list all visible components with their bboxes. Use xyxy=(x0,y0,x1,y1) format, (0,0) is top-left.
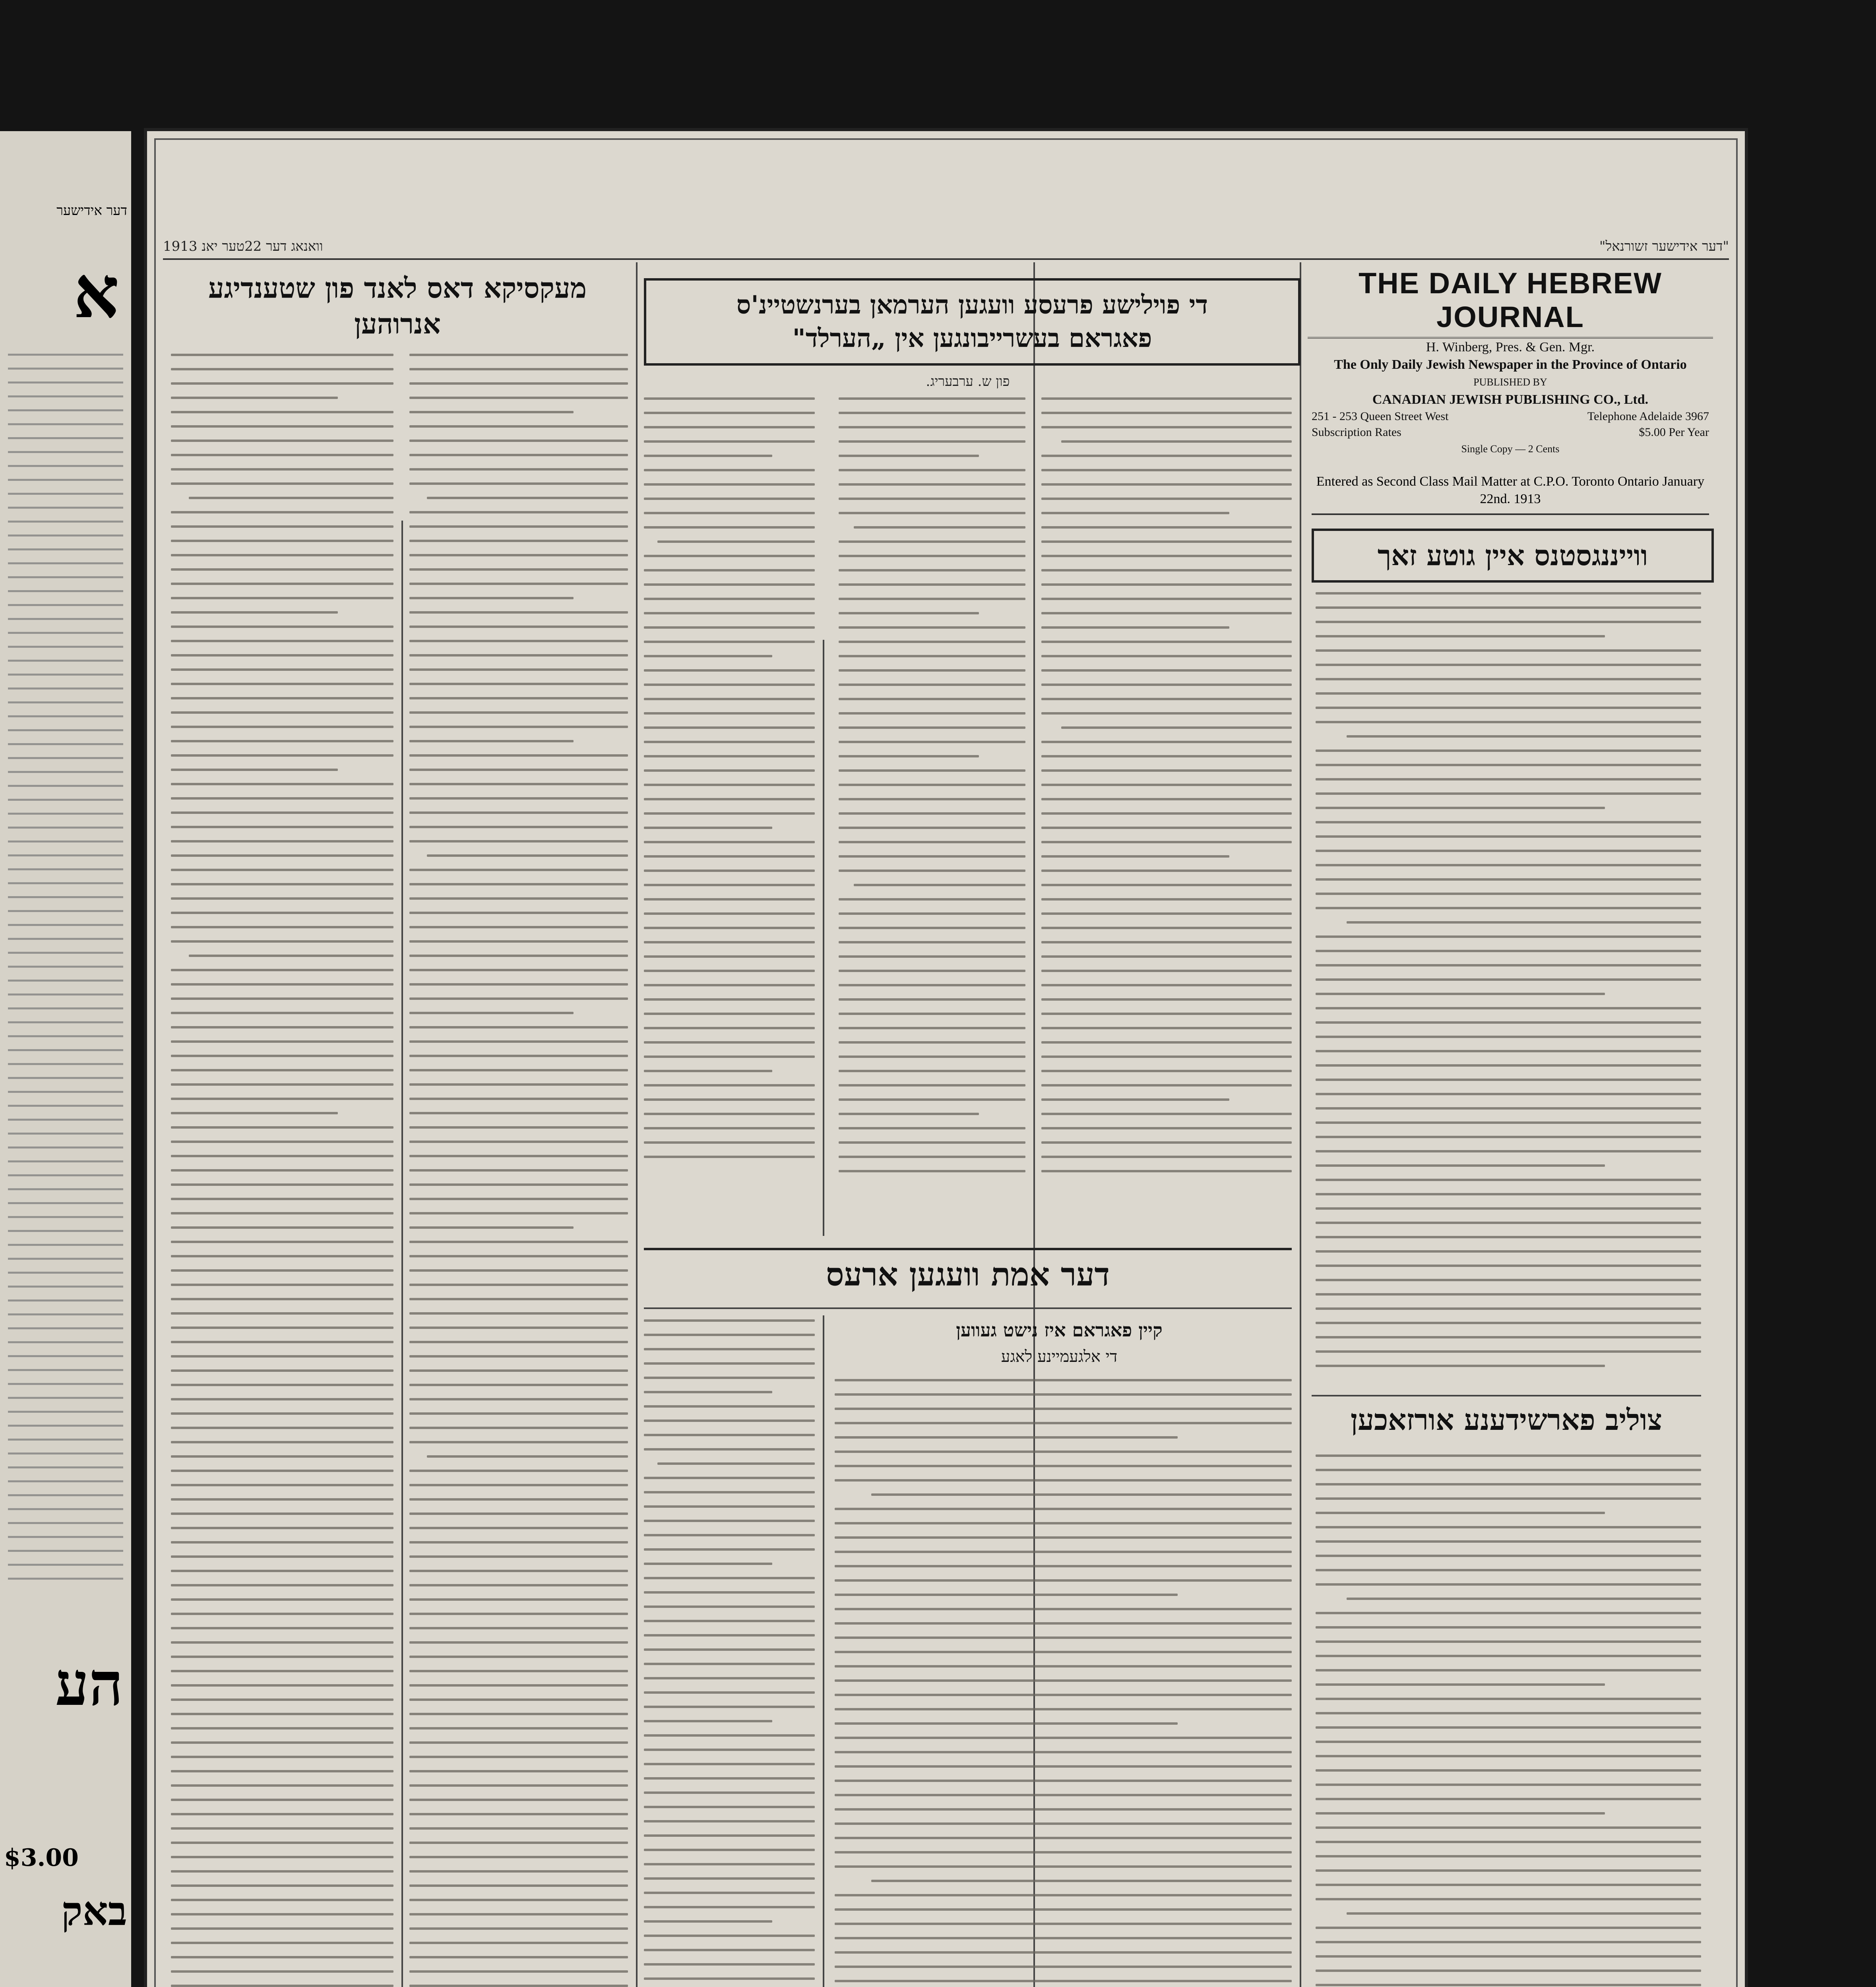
center-divider-bottom xyxy=(644,1307,1292,1309)
masthead-tagline: The Only Daily Jewish Newspaper in the Province of Ontario xyxy=(1334,357,1687,372)
column-rule-6 xyxy=(823,1315,824,1987)
prev-page-big-letter: א xyxy=(73,250,119,334)
masthead-single-copy: Single Copy — 2 Cents xyxy=(1461,443,1560,455)
masthead-company: CANADIAN JEWISH PUBLISHING CO., Ltd. xyxy=(1372,392,1649,407)
headline-center-box-line2: פאגראם בעשרייבונגען אין „הערלד" xyxy=(792,323,1152,353)
prev-page-column-text xyxy=(8,354,123,1586)
headline-center-mid: דער אמת וועגען ארעס xyxy=(826,1256,1110,1293)
column1-text-top xyxy=(1316,592,1701,1387)
masthead-address: 251 - 253 Queen Street West xyxy=(1312,410,1449,423)
mail-matter-notice: Entered as Second Class Mail Matter at C.P.O. Toronto Ontario January 22nd. 1913 xyxy=(1312,473,1709,515)
prev-page-header: דער אידישער xyxy=(56,203,127,219)
masthead-published-by: PUBLISHED BY xyxy=(1473,376,1547,388)
prev-page-big-heading: הע xyxy=(55,1649,123,1719)
running-header xyxy=(163,234,1729,260)
prev-page-word: באק xyxy=(61,1888,127,1935)
column2-text-top xyxy=(839,397,1025,1240)
masthead-rates-value: $5.00 Per Year xyxy=(1639,426,1709,439)
column-rule-5 xyxy=(823,640,824,1236)
headline-left-line1: מעקסיקא דאס לאנד פון שטענדיגע xyxy=(208,271,587,304)
headline-left-article xyxy=(167,270,628,342)
masthead-rates-label: Subscription Rates xyxy=(1312,426,1401,439)
headline-column1-mid: צוליב פארשידענע אורזאכען xyxy=(1350,1403,1663,1437)
headline-center-box xyxy=(644,278,1300,366)
running-header-left: 1913 וואנאג דער 22טער יאנ xyxy=(163,238,323,254)
column5-text xyxy=(409,354,628,1987)
column3-text-top xyxy=(1041,397,1292,1240)
center-divider-top xyxy=(644,1248,1292,1250)
headline-center-sub2: די אלגעמיינע לאגע xyxy=(1001,1348,1118,1366)
column4-text-top xyxy=(644,397,815,1240)
column4-text-bottom xyxy=(644,1319,815,1987)
column1-divider xyxy=(1312,1395,1701,1396)
masthead-title: THE DAILY HEBREW JOURNAL xyxy=(1308,266,1713,339)
headline-center-box-line1: די פוילישע פרעסע וועגען הערמאן בערנשטיינ'ס xyxy=(736,290,1208,320)
previous-page-edge xyxy=(0,131,131,1987)
column6-text xyxy=(171,354,393,1987)
running-header-right: "דער אידישער זשורנאל" xyxy=(1599,238,1729,254)
column-rule-3 xyxy=(636,262,638,1987)
column-rule-1 xyxy=(1300,262,1301,1987)
masthead xyxy=(1308,266,1713,473)
newspaper-page xyxy=(147,131,1745,1987)
headline-center-sub1: קיין פאגראם איז נישט געווען xyxy=(956,1319,1163,1341)
masthead-address-row xyxy=(1308,409,1713,424)
masthead-telephone: Telephone Adelaide 3967 xyxy=(1587,410,1709,423)
prev-page-price: $3.00 xyxy=(4,1844,79,1872)
headline-column1-top: ווייננגסטנס איין גוטע זאך xyxy=(1312,529,1714,583)
column1-text-bottom xyxy=(1316,1454,1701,1987)
masthead-publisher: H. Winberg, Pres. & Gen. Mgr. xyxy=(1426,340,1595,354)
headline-left-line2: אנרוהען xyxy=(354,307,441,340)
column-rule-4 xyxy=(401,521,403,1987)
center-byline: פון ש. ערבעריג. xyxy=(926,374,1010,389)
column3-text-bottom xyxy=(835,1379,1292,1987)
masthead-rates-row xyxy=(1308,424,1713,440)
